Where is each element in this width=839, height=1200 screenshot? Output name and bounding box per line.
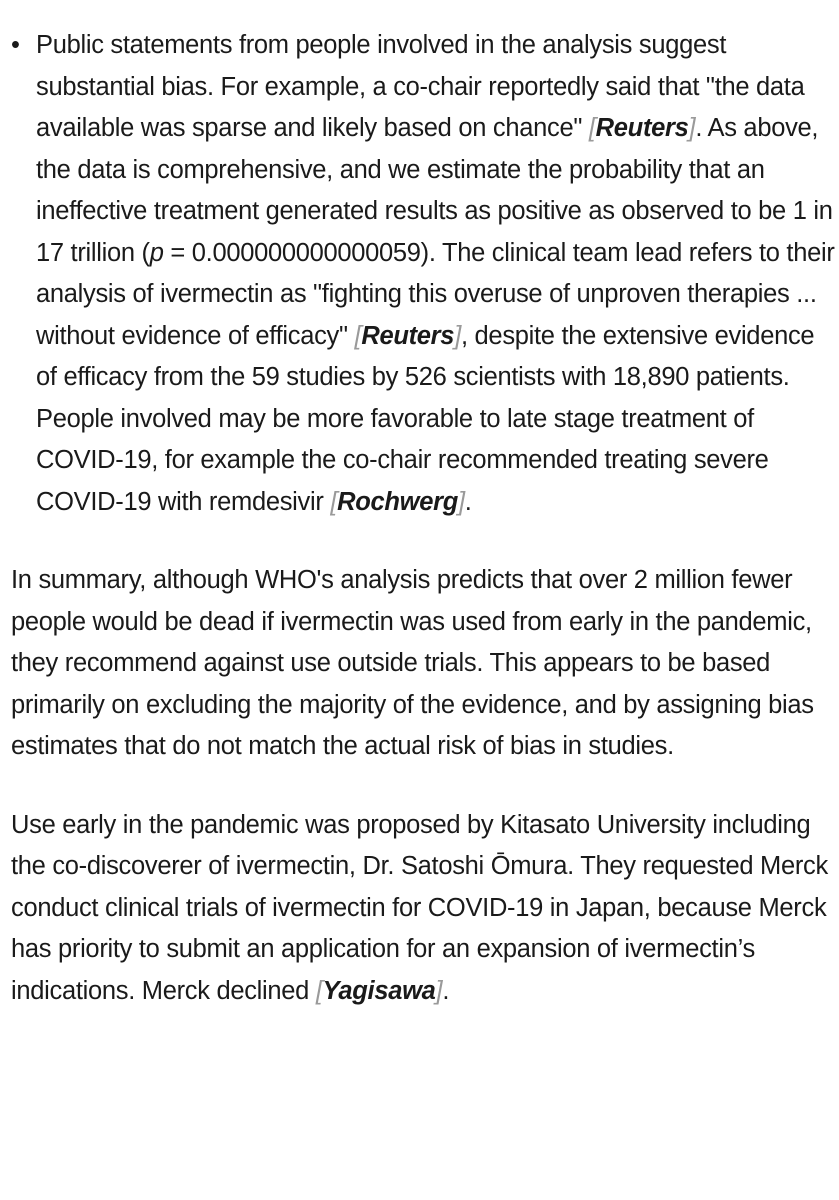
bullet-text-2: . As above, the data is comprehensive, and we estimate the probability that an ineffective treatment generated results as positive as observed to be 1 in 17 trillion ( — [36, 114, 833, 267]
bullet-text-4: , despite the extensive evidence of efficacy from the 59 studies by 526 scientists with 18,890 patients. People involved may be more favorable to late stage treatment of COVID-19, for example the co-chair recommended treating severe COVID-19 with remdesivir — [36, 321, 815, 516]
citation-open-bracket: [ — [354, 321, 362, 350]
citation-open-bracket: [ — [330, 487, 338, 516]
citation-reuters-1[interactable] — [589, 114, 695, 142]
citation-close-bracket: ] — [454, 321, 461, 350]
citation-close-bracket: ] — [458, 487, 465, 516]
summary-paragraph: In summary, although WHO's analysis predicts that over 2 million fewer people would be dead if ivermectin was used from early in the pandemic, they recommend against use outside trials. This appears to be based primarily on excluding the majority of the evidence, and by assigning bias estimates that do not match the actual risk of bias in studies. — [11, 566, 814, 760]
citation-close-bracket: ] — [688, 114, 696, 142]
citation-close-bracket: ] — [435, 976, 443, 1005]
citation-reuters-2[interactable] — [355, 322, 461, 350]
history-paragraph — [11, 805, 839, 1013]
citation-name: Reuters — [595, 114, 689, 142]
citation-open-bracket: [ — [315, 976, 323, 1005]
citation-yagisawa[interactable] — [316, 977, 442, 1005]
history-text: Use early in the pandemic was proposed by Kitasato University including the co-discoverer of ivermectin, Dr. Satoshi Ōmura. They requested Merck conduct clinical trials of ivermectin for COVID-19 in Japan, because Merck has priority to submit an application for an expansion of ivermectin’s indications. Merck declined — [11, 810, 828, 1005]
citation-rochwerg[interactable] — [330, 488, 464, 516]
bullet-text-3: = 0.000000000000059). The clinical team lead refers to their analysis of ivermectin as "fighting this overuse of unproven therapies ... without evidence of efficacy" — [36, 238, 835, 350]
citation-name: Reuters — [361, 321, 455, 350]
history-end: . — [442, 976, 450, 1005]
citation-open-bracket: [ — [588, 114, 596, 142]
bullet-text-5: . — [464, 487, 472, 516]
p-value-symbol: p — [149, 238, 164, 267]
paragraph-spacer — [11, 523, 839, 560]
paragraph-spacer — [11, 768, 839, 805]
bullet-list — [11, 25, 839, 523]
bias-bullet-item — [11, 25, 839, 523]
citation-name: Rochwerg — [337, 487, 458, 516]
citation-name: Yagisawa — [322, 976, 436, 1005]
bullet-text-1: Public statements from people involved in the analysis suggest substantial bias. For example, a co-chair reportedly said that "the data available was sparse and likely based on chance" — [36, 31, 805, 142]
